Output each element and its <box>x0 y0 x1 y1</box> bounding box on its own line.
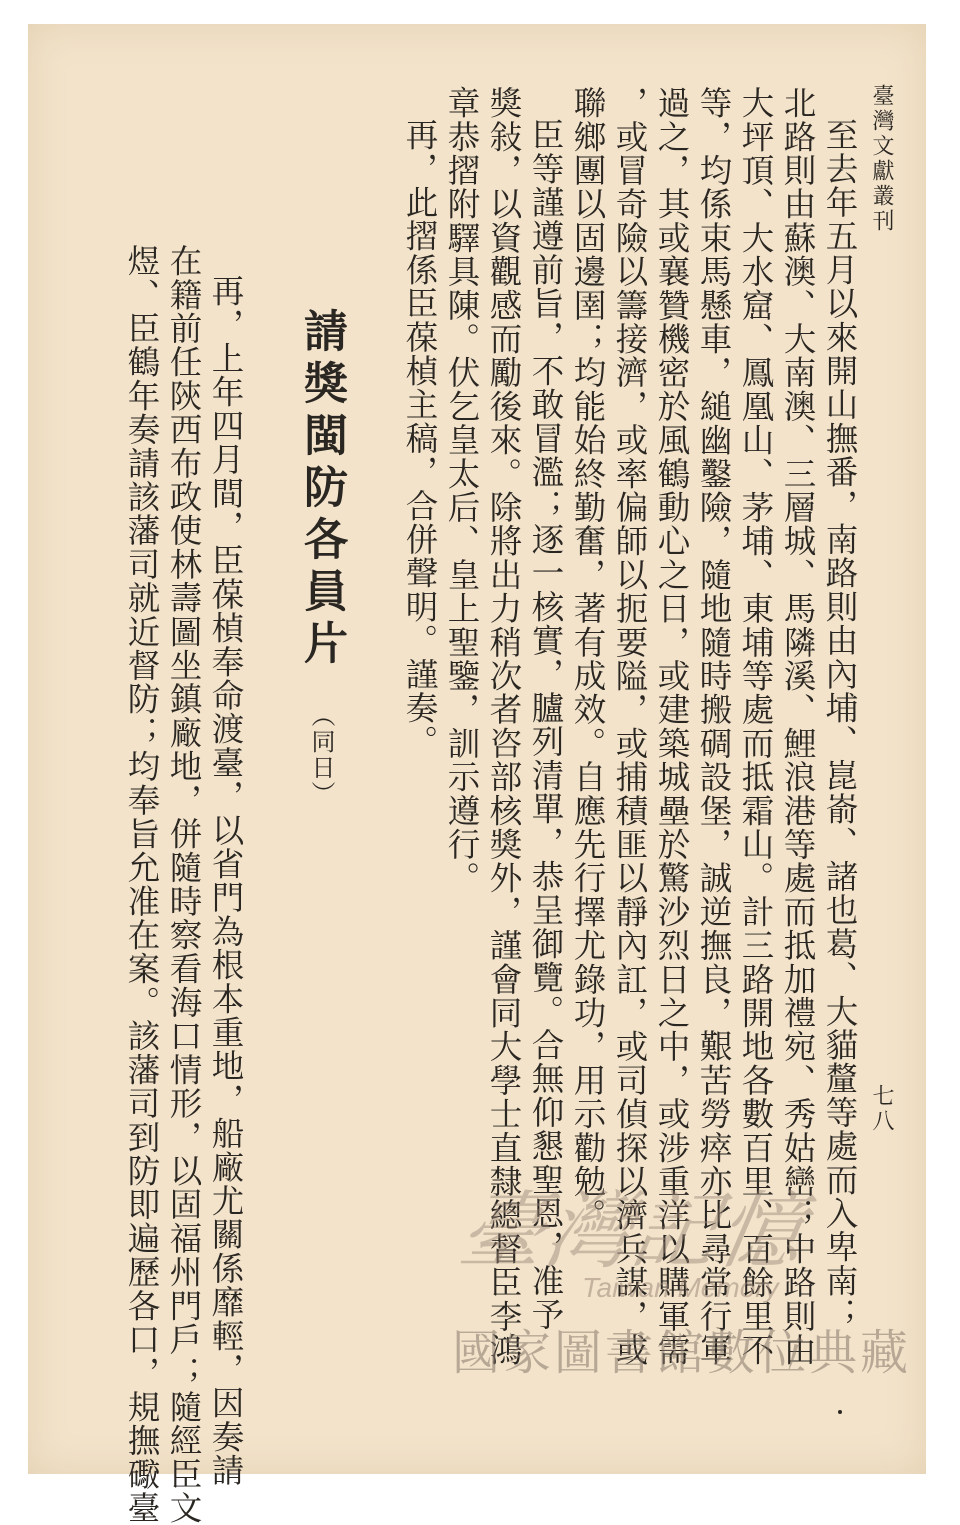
page-number: 七八 <box>869 1084 894 1134</box>
watermark-script: 臺灣記憶 <box>452 1182 814 1280</box>
body-column-10: 章恭摺附驛具陳。伏乞皇太后、皇上聖鑒，訓示遵行。 <box>443 86 481 895</box>
body-column-2: 北路則由蘇澳、大南澳、三層城、馬隣溪、鯉浪港等處而抵加禮宛、秀姑巒；中路則由 <box>779 86 817 1367</box>
body-column-6: ，或冒奇險以籌接濟，或率偏師以扼要隘，或捕積匪以靜內訌，或司偵探以濟兵謀，或 <box>611 86 649 1367</box>
section-heading <box>296 308 346 807</box>
book-title: 臺灣文獻叢刊 <box>869 84 894 234</box>
body-column-9: 獎敍，以資觀感而勵後來。除將出力稍次者咨部核獎外，謹會同大學士直隸總督臣李鴻 <box>485 86 523 1367</box>
body-column-4: 等，均係束馬懸車，縋幽鑿險，隨地隨時搬碉設堡，誠逆撫良，艱苦勞瘁亦比尋常行軍 <box>695 86 733 1367</box>
section-column-3: 煜、臣鶴年奏請該藩司就近督防；均奉旨允准在案。該藩司到防即遍歷各口，規撫礮臺 <box>123 244 161 1525</box>
book-page <box>28 24 926 1525</box>
body-column-1: 至去年五月以來開山撫番，南路則由內埔、崑嵛、諸也葛、大貓釐等處而入卑南； <box>821 118 859 1332</box>
ink-mark <box>838 1410 842 1414</box>
body-column-3: 大坪頂、大水窟、鳳凰山、茅埔、東埔等處而抵霜山。計三路開地各數百里、百餘里不 <box>737 86 775 1367</box>
body-column-7: 聯鄉團以固邊圉；均能始終勤奮，著有成效。自應先行擇尤錄功，用示勸勉。 <box>569 86 607 1232</box>
section-date-note: （同日） <box>307 703 335 807</box>
section-title: 請獎閩防各員片 <box>296 308 347 672</box>
body-column-11: 再，此摺係臣葆楨主稿，合併聲明。謹奏。 <box>401 118 439 759</box>
section-column-1: 再，上年四月間，臣葆楨奉命渡臺，以省門為根本重地，船廠尤關係靡輕，因奏請 <box>207 274 245 1488</box>
watermark-library: 國家圖書館數位典藏 <box>452 1325 912 1381</box>
body-column-8: 臣等謹遵前旨，不敢冒濫；逐一核實，臚列清單，恭呈御覽。合無仰懇聖恩，准予 <box>527 118 565 1332</box>
section-column-2: 在籍前任陝西布政使林壽圖坐鎮廠地，併隨時察看海口情形，以固福州門戶；隨經臣文 <box>165 244 203 1525</box>
watermark-latin: Taiwan Memory <box>582 1272 779 1303</box>
body-column-5: 過之，其或襄贊機密於風鶴動心之日，或建築城壘於驚沙烈日之中，或涉重洋以購軍需 <box>653 86 691 1367</box>
